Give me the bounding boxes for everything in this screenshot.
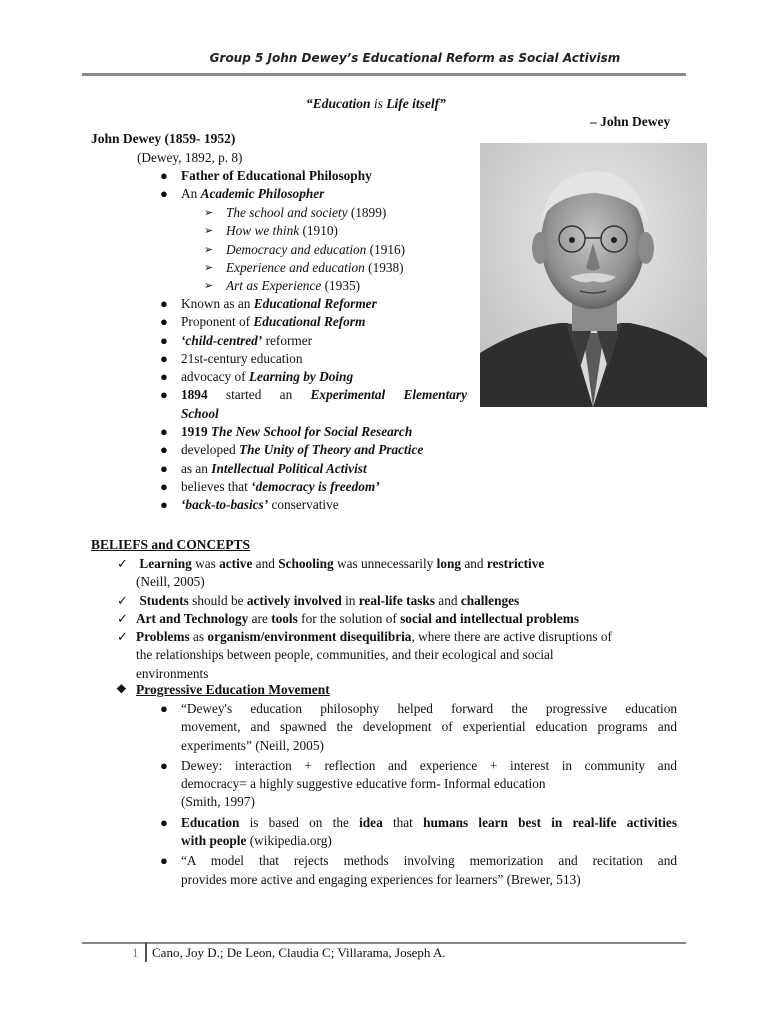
arrow-icon: ➢	[204, 243, 214, 256]
subject-citation: (Dewey, 1892, p. 8)	[137, 150, 243, 165]
epigraph-quote	[306, 96, 446, 112]
bio-list-bottom	[160, 295, 468, 515]
list-item: ➢ Experience and education (1938)	[226, 259, 486, 277]
section-heading-progressive: ❖ Progressive Education Movement	[116, 682, 330, 697]
works-list	[204, 204, 486, 295]
text-line: democracy= a highly suggestive educative form- Informal education	[181, 776, 546, 792]
list-item: ● developed The Unity of Theory and Practice	[160, 442, 424, 458]
list-item: ● 1894 started an Experimental Elementary School	[160, 387, 468, 421]
list-item: ➢ Art as Experience (1935)	[226, 277, 486, 295]
list-item-continuation: environments	[136, 665, 209, 681]
progressive-list	[160, 700, 677, 889]
list-item: ● Father of Educational Philosophy	[160, 168, 372, 183]
arrow-icon: ➢	[204, 261, 214, 274]
text-line: (Smith, 1997)	[181, 794, 255, 810]
check-icon: ✓	[117, 629, 128, 645]
diamond-star-icon: ❖	[116, 682, 127, 696]
text-line: provides more active and engaging experiences for learners” (Brewer, 513)	[181, 871, 581, 887]
text-line: “A model that rejects methods involving memorization and recitation and	[181, 853, 677, 869]
check-icon: ✓	[117, 556, 128, 571]
portrait-photo	[480, 143, 707, 407]
arrow-icon: ➢	[204, 280, 214, 293]
quote-part: is	[370, 96, 387, 111]
list-item: ● as an Intellectual Political Activist	[160, 460, 367, 476]
subject-name: John Dewey (1859- 1952)	[91, 131, 236, 146]
list-item: ✓ Students should be actively involved in real-life tasks and challenges	[136, 592, 681, 610]
list-item: ● An Academic Philosopher	[160, 186, 325, 202]
check-icon: ✓	[117, 610, 128, 626]
list-item: ➢ How we think (1910)	[226, 222, 486, 240]
portrait-image	[480, 143, 707, 407]
list-item: ● “Dewey's education philosophy helped forward the progressive education movement, and spawned the development of experiential education programs and experiments” (Neill, 2005)	[181, 700, 677, 755]
list-item: ✓ Art and Technology are tools for the solution of social and intellectual problems	[136, 610, 681, 628]
text-line: Education is based on the idea that humans learn best in real-life activities	[181, 814, 677, 830]
text-line: “Dewey's education philosophy helped forward the progressive education	[181, 701, 677, 716]
header-title: Group 5 John Dewey’s Educational Reform as Social Activism	[209, 51, 621, 65]
footer-rule	[82, 942, 686, 944]
text-line: movement, and spawned the development of experiential education programs and	[181, 719, 677, 735]
list-item: ● Dewey: interaction + reflection and experience + interest in community and democracy= a highly suggestive educative form- Informal education (Smith, 1997)	[181, 757, 677, 812]
bio-list-top	[160, 167, 481, 204]
list-item: ● 21st-century education	[160, 350, 303, 366]
quote-attribution: – John Dewey	[590, 114, 671, 129]
quote-part: “Education	[306, 96, 371, 111]
text-line: Dewey: interaction + reflection and experience + interest in community and	[181, 757, 677, 773]
text-line: with people (wikipedia.org)	[181, 833, 332, 849]
list-item: ● Education is based on the idea that humans learn best in real-life activities with people (wikipedia.org)	[181, 814, 677, 851]
list-item: ● ‘back-to-basics’ conservative	[160, 497, 339, 513]
arrow-icon: ➢	[204, 225, 214, 238]
quote-part: Life itself”	[386, 96, 446, 111]
footer-authors: Cano, Joy D.; De Leon, Claudia C; Villarama, Joseph A.	[152, 945, 446, 960]
list-item: ➢ Democracy and education (1916)	[226, 241, 486, 259]
list-item: ● advocacy of Learning by Doing	[160, 369, 354, 385]
list-item: ✓ Learning was active and Schooling was unnecessarily long and restrictive	[136, 555, 681, 573]
list-item: ● Known as an Educational Reformer	[160, 296, 377, 311]
check-icon: ✓	[117, 592, 128, 608]
list-item: ➢ The school and society (1899)	[226, 204, 486, 222]
text-line: experiments” (Neill, 2005)	[181, 737, 324, 753]
footer-divider	[145, 942, 147, 962]
list-item: ● Proponent of Educational Reform	[160, 314, 366, 330]
list-item-continuation: the relationships between people, communities, and their ecological and social	[136, 647, 554, 663]
beliefs-list	[117, 555, 681, 683]
arrow-icon: ➢	[204, 207, 214, 219]
list-item: ● believes that ‘democracy is freedom’	[160, 478, 380, 494]
list-item: ● ‘child-centred’ reformer	[160, 332, 313, 348]
list-item: ● 1919 The New School for Social Research	[160, 424, 413, 440]
list-item-cite: (Neill, 2005)	[136, 574, 205, 590]
section-heading-beliefs: BELIEFS and CONCEPTS	[91, 537, 251, 552]
page-number: 1	[132, 945, 139, 960]
list-item: ● “A model that rejects methods involving memorization and recitation and provides more active and engaging experiences for learners” (Brewer, 513)	[181, 852, 677, 889]
list-item: ✓ Problems as organism/environment disequilibria, where there are active disruptions of	[136, 628, 681, 646]
header-rule	[82, 73, 686, 76]
